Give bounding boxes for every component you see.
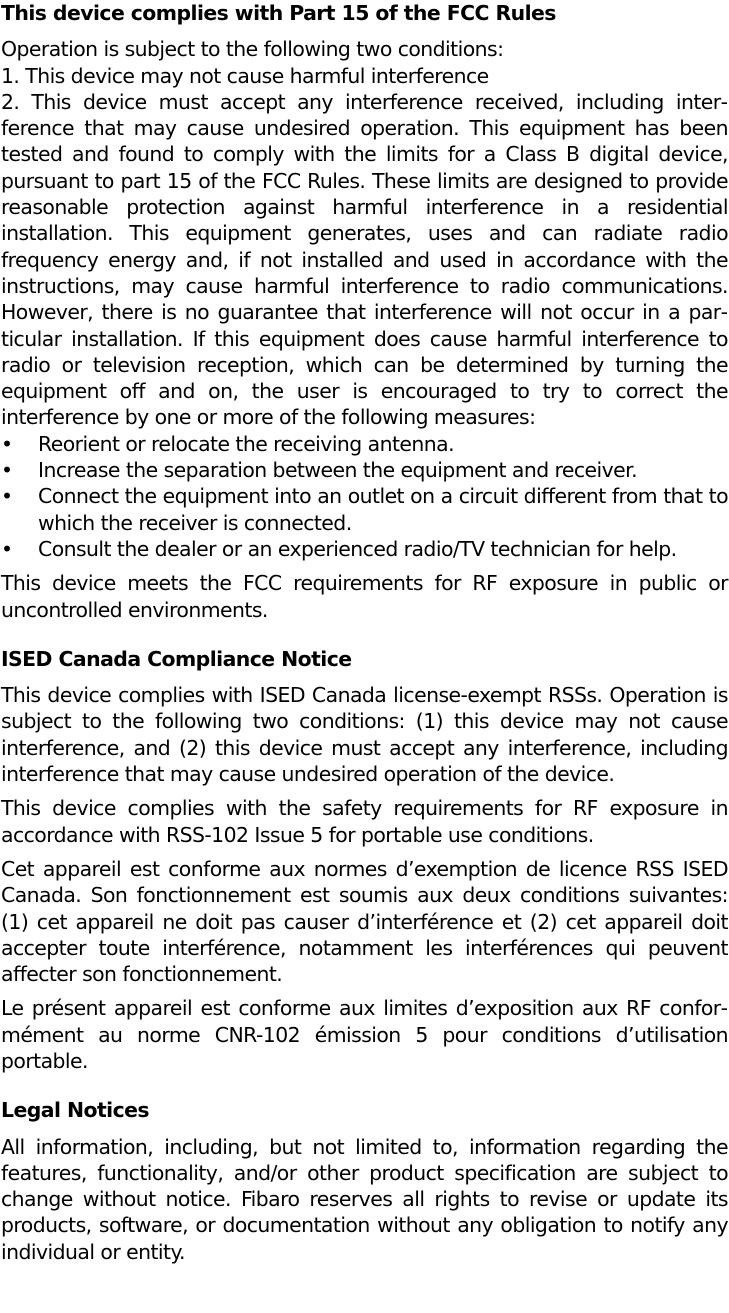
fcc-measure-text: Consult the dealer or an experienced radio/TV technician for help. [38, 536, 677, 561]
fcc-measure-text: Connect the equipment into an outlet on a circuit different from that to which the receiver is connected. [38, 484, 728, 535]
legal-paragraph: All information, including, but not limited to, information regarding the features, functionality, and/or other product specification are subject to change without notice. Fibaro reserves all rights to revise or update its products, software, or documentation without any obligation to notify any individual or entity. [1, 1134, 728, 1264]
fcc-intro: Operation is subject to the following two conditions: [1, 37, 504, 62]
fcc-measure-item [1, 483, 728, 536]
fcc-measure-item [1, 457, 728, 483]
ised-paragraph-3-fr: Cet appareil est conforme aux normes d’exemption de licence RSS ISED Canada. Son fonctionnement est soumis aux deux conditions suivantes: (1) cet appareil ne doit pas causer d’interférence et (2) cet appareil doit accepter toute interférence, notamment les interférences qui peuvent affecter son fonctionnement. [1, 856, 728, 987]
bullet-icon: • [1, 431, 13, 456]
fcc-measure-text: Reorient or relocate the receiving antenna. [38, 431, 455, 456]
fcc-rf-exposure: This device meets the FCC requirements for RF exposure in public or uncontrolled environments. [1, 571, 728, 622]
fcc-condition-1: 1. This device may not cause harmful interference [1, 63, 489, 88]
fcc-measure-text: Increase the separation between the equipment and receiver. [38, 458, 638, 483]
ised-paragraph-2: This device complies with the safety requirements for RF exposure in accordance with RSS-102 Issue 5 for portable use conditions. [1, 796, 728, 847]
ised-paragraph-1: This device complies with ISED Canada license-exempt RSSs. Operation is subject to the following two conditions: (1) this device may not cause interference, and (2) this device must accept any interference, including interference that may cause undesired operation of the device. [1, 683, 728, 787]
bullet-icon: • [1, 484, 13, 509]
ised-heading: ISED Canada Compliance Notice [1, 646, 352, 671]
fcc-section [1, 0, 728, 623]
fcc-condition-2: 2. This device must accept any interference received, including interference that may cause undesired operation. This equipment has been tested and found to comply with the limits for a Class B digital device, pursuant to part 15 of the FCC Rules. These limits are designed to provide reasonable protection against harmful interference in a residential installation. This equipment generates, uses and can radiate radio frequency energy and, if not installed and used in accordance with the instructions, may cause harmful interference to radio communications. However, there is no guarantee that interference will not occur in a particular installation. If this equipment does cause harmful interference to radio or television reception, which can be determined by turning the equipment off and on, the user is encouraged to try to correct the interference by one or more of the following measures: [1, 89, 728, 430]
ised-section [1, 646, 728, 1074]
legal-heading: Legal Notices [1, 1098, 149, 1123]
fcc-measure-item [1, 536, 728, 562]
fcc-measure-item [1, 431, 728, 457]
fcc-measures-list [1, 431, 728, 562]
fcc-heading: This device complies with Part 15 of the FCC Rules [1, 1, 556, 25]
ised-paragraph-4-fr: Le présent appareil est conforme aux limites d’exposition aux RF conformément au norme CNR-102 émission 5 pour conditions d’utilisation portable. [1, 996, 728, 1073]
legal-section [1, 1097, 728, 1265]
bullet-icon: • [1, 536, 13, 561]
bullet-icon: • [1, 458, 13, 483]
